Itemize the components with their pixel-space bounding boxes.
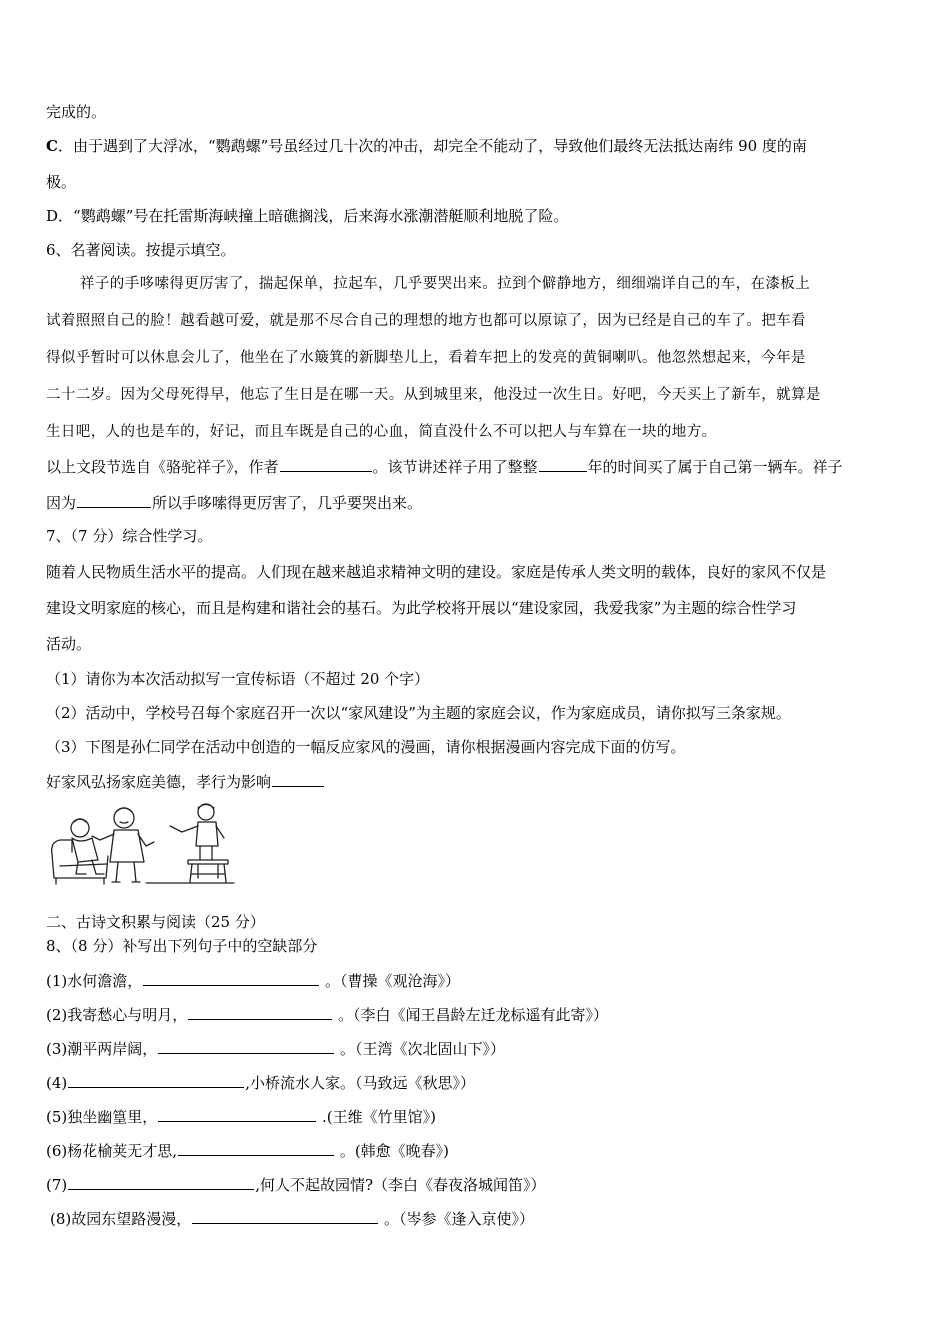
q7-paragraph-line: 建设文明家庭的核心，而且是构建和谐社会的基石。为此学校将开展以“建设家园，我爱我家”为主题的综合性学习	[46, 599, 797, 617]
answer-blank[interactable]	[178, 1140, 334, 1156]
fill-line-1: 以上文段节选自《骆驼祥子》，作者 。该节讲述祥子用了整整 年的时间买了属于自己第一辆车。祥子	[46, 458, 843, 476]
answer-blank[interactable]	[158, 1038, 334, 1054]
answer-blank[interactable]	[143, 970, 319, 986]
answer-blank[interactable]	[539, 456, 587, 472]
q7-subquestion-1: （1）请你为本次活动拟写一宣传标语（不超过 20 个字）	[46, 670, 430, 688]
option-c-line1: C．由于遇到了大浮冰，“鹦鹉螺”号虽经过几十次的冲击，却完全不能动了，导致他们最终无法抵达南纬 90 度的南	[46, 137, 807, 155]
question-8-title: 8、（8 分）补写出下列句子中的空缺部分	[46, 937, 318, 955]
q7-paragraph-line: 随着人民物质生活水平的提高。人们现在越来越追求精神文明的建设。家庭是传承人类文明的载体，良好的家风不仅是	[46, 563, 827, 581]
answer-blank[interactable]	[272, 771, 324, 787]
question-6-title: 6、名著阅读。按提示填空。	[46, 241, 236, 259]
poem-fill-6: (6)杨花榆荚无才思, 。(韩愈《晚春》)	[46, 1142, 450, 1160]
answer-blank[interactable]	[188, 1004, 332, 1020]
option-d: D．“鹦鹉螺”号在托雷斯海峡撞上暗礁搁浅，后来海水涨潮潜艇顺利地脱了险。	[46, 207, 569, 225]
option-c-line2: 极。	[46, 173, 77, 191]
passage-line: 生日吧，人的也是车的，好记，而且车既是自己的心血，简直没什么不可以把人与车算在一块的地方。	[46, 424, 717, 440]
poem-fill-3: (3)潮平两岸阔， 。（王湾《次北固山下》）	[46, 1040, 506, 1058]
answer-blank[interactable]	[68, 1174, 254, 1190]
section-2-heading: 二、古诗文积累与阅读（25 分）	[46, 913, 265, 931]
answer-blank[interactable]	[77, 492, 151, 508]
passage-line: 试着照照自己的脸！越看越可爱，就是那不尽合自己的理想的地方也都可以原谅了，因为已经是自己的车了。把车看	[46, 313, 806, 329]
answer-blank[interactable]	[158, 1106, 316, 1122]
family-cartoon-image	[46, 802, 238, 886]
q7-paragraph-line: 活动。	[46, 635, 92, 653]
q7-subquestion-3: （3）下图是孙仁同学在活动中创造的一幅反应家风的漫画，请你根据漫画内容完成下面的仿写。	[46, 738, 686, 756]
q7-subquestion-2: （2）活动中，学校号召每个家庭召开一次以“家风建设”为主题的家庭会议，作为家庭成员，请你拟写三条家规。	[46, 704, 791, 722]
fill-line-2: 因为 所以手哆嗦得更厉害了，几乎要哭出来。	[46, 494, 423, 512]
answer-blank[interactable]	[280, 456, 372, 472]
poem-fill-1: (1)水何澹澹， 。（曹操《观沧海》）	[46, 972, 461, 990]
answer-blank[interactable]	[192, 1208, 378, 1224]
answer-blank[interactable]	[68, 1072, 244, 1088]
passage-line: 祥子的手哆嗦得更厉害了，揣起保单，拉起车，几乎要哭出来。拉到个僻静地方，细细端详自己的车，在漆板上	[80, 276, 811, 292]
q7-imitation-line: 好家风弘扬家庭美德，孝行为影响	[46, 771, 325, 792]
question-7-title: 7、（7 分）综合性学习。	[46, 527, 213, 545]
poem-fill-7: (7) ,何人不起故园情?（李白《春夜洛城闻笛》）	[46, 1176, 546, 1194]
poem-fill-4: (4) ,小桥流水人家。（马致远《秋思》）	[46, 1074, 476, 1092]
poem-fill-2: (2)我寄愁心与明月， 。（李白《闻王昌龄左迁龙标遥有此寄》）	[46, 1006, 609, 1024]
poem-fill-5: (5)独坐幽篁里， .(王维《竹里馆》)	[46, 1108, 437, 1126]
poem-fill-8: (8)故园东望路漫漫， 。（岑参《逢入京使》）	[50, 1210, 535, 1228]
passage-line: 得似乎暂时可以休息会儿了，他坐在了水簸箕的新脚垫儿上，看着车把上的发亮的黄铜喇叭。他忽然想起来，今年是	[46, 350, 806, 366]
passage-line: 二十二岁。因为父母死得早，他忘了生日是在哪一天。从到城里来，他没过一次生日。好吧，今天买上了新车，就算是	[46, 387, 821, 403]
text-line: 完成的。	[46, 103, 107, 121]
